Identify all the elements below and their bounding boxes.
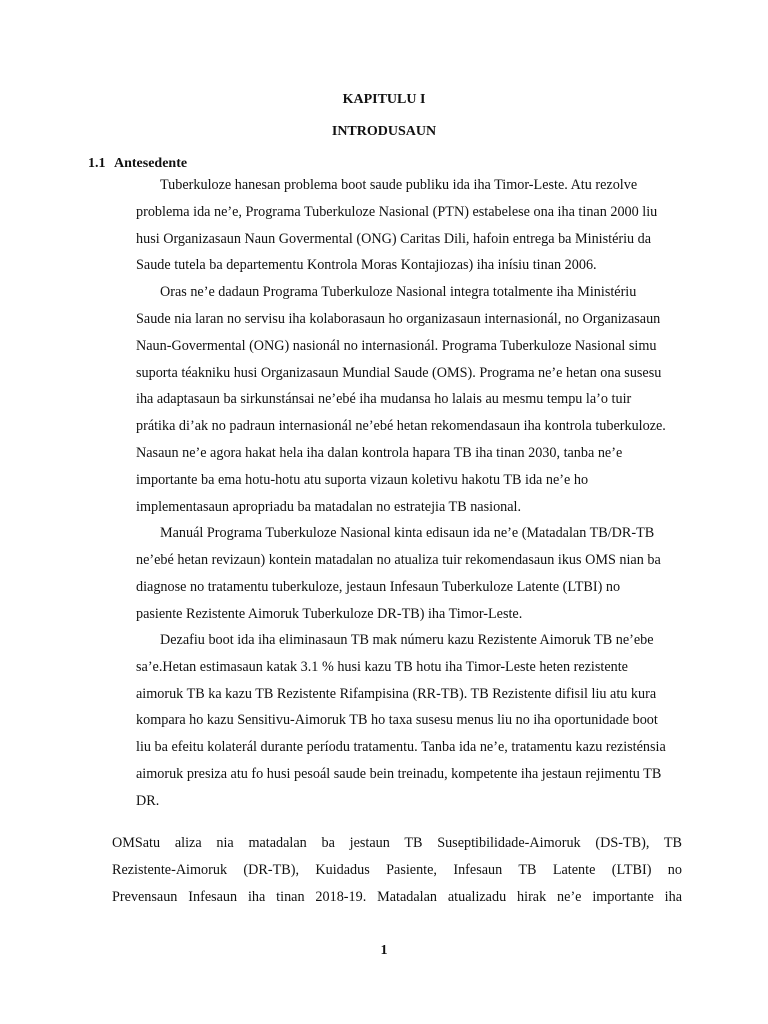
paragraph-3 — [112, 520, 682, 627]
page-number: 1 — [380, 943, 388, 958]
paragraph-5-line-2: Rezistente-Aimoruk (DR-TB), Kuidadus Pasiente, Infesaun TB Latente (LTBI) no — [112, 861, 682, 878]
paragraph-1-line-4: Saude tutela ba departementu Kontrola Moras Kontajiozas) iha inísiu tinan 2006. — [136, 257, 597, 274]
paragraph-2-line-1: Oras ne’e dadaun Programa Tuberkuloze Nasional integra totalmente iha Ministériu — [160, 284, 637, 301]
paragraph-4-block — [112, 627, 682, 815]
paragraph-5-line-1: OMSatu aliza nia matadalan ba jestaun TB Suseptibilidade-Aimoruk (DS-TB), TB — [112, 835, 682, 851]
paragraph-4-line-3: aimoruk TB ka kazu TB Rezistente Rifampisina (RR-TB). TB Rezistente difisil liu atu kura — [136, 685, 657, 702]
paragraph-2-line-9: implementasaun apropriadu ba matadalan no estratejia TB nasional. — [136, 498, 522, 515]
paragraph-3-line-4: pasiente Rezistente Aimoruk Tuberkuloze DR-TB) iha Timor-Leste. — [136, 605, 523, 622]
paragraph-2-line-8: importante ba ema hotu-hotu atu suporta vizaun koletivu hakotu TB ida ne’e ho — [136, 471, 589, 488]
paragraph-2-line-4: suporta téakniku husi Organizasaun Mundial Saude (OMS). Programa ne’e hetan ona susesu — [136, 364, 662, 381]
paragraph-3-line-3: diagnose no tratamentu tuberkuloze, jestaun Infesaun Tuberkuloze Latente (LTBI) no — [136, 578, 621, 595]
paragraph-2 — [112, 279, 682, 520]
paragraph-2-line-6: prátika di’ak no padraun internasionál ne’ebé hetan rekomendasaun iha kontrola tuberkuloze. — [136, 418, 666, 435]
paragraph-4 — [112, 627, 682, 815]
paragraph-5 — [112, 830, 682, 910]
paragraph-2-line-3: Naun-Govermental (ONG) nasionál no internasionál. Programa Tuberkuloze Nasional simu — [136, 337, 657, 354]
chapter-label: KAPITULU I — [342, 92, 426, 107]
paragraph-4-line-4: kompara ho kazu Sensitivu-Aimoruk TB ho taxa susesu menus liu no iha oportunidade boot — [136, 712, 658, 729]
paragraph-4-line-1: Dezafiu boot ida iha eliminasaun TB mak númeru kazu Rezistente Aimoruk TB ne’ebe — [160, 632, 654, 648]
paragraph-4-line-5: liu ba efeitu kolaterál durante períodu tratamentu. Tanba ida ne’e, tratamentu kazu rezisténsia — [136, 739, 666, 756]
paragraph-2-line-2: Saude nia laran no servisu iha kolaborasaun ho organizasaun internasionál, no Organizasaun — [136, 310, 661, 327]
paragraph-1 — [112, 172, 682, 279]
paragraphs-1-3 — [112, 172, 682, 628]
paragraph-4-line-6: aimoruk presiza atu fo husi pesoál saude bein treinadu, kompetente iha jestaun rejimentu TB — [136, 765, 662, 782]
chapter-title: INTRODUSAUN — [331, 124, 437, 139]
paragraph-1-line-2: problema ida ne’e, Programa Tuberkuloze Nasional (PTN) estabelese ona iha tinan 2000 liu — [136, 203, 658, 220]
paragraph-4-line-2: sa’e.Hetan estimasaun katak 3.1 % husi kazu TB hotu iha Timor-Leste heten rezistente — [136, 658, 628, 675]
paragraph-3-line-1: Manuál Programa Tuberkuloze Nasional kinta edisaun ida ne’e (Matadalan TB/DR-TB — [160, 525, 655, 542]
paragraph-1-line-1: Tuberkuloze hanesan problema boot saude publiku ida iha Timor-Leste. Atu rezolve — [160, 177, 638, 193]
section-title: Antesedente — [114, 156, 188, 171]
paragraph-5-block — [112, 830, 682, 910]
paragraph-3-line-2: ne’ebé hetan revizaun) kontein matadalan no atualiza tuir rekomendasaun ikus OMS nian ba — [136, 552, 661, 569]
paragraph-5-line-3: Prevensaun Infesaun iha tinan 2018-19. Matadalan atualizadu hirak ne’e importante iha — [112, 888, 682, 905]
section-heading — [88, 156, 187, 172]
paragraph-2-line-7: Nasaun ne’e agora hakat hela iha dalan kontrola hapara TB iha tinan 2030, tanba ne’e — [136, 444, 623, 461]
paragraph-1-line-3: husi Organizasaun Naun Govermental (ONG) Caritas Dili, hafoin entrega ba Ministériu da — [136, 230, 652, 247]
paragraph-4-line-7: DR. — [136, 792, 160, 809]
paragraph-2-line-5: iha adaptasaun ba sirkunstánsai ne’ebé iha mudansa ho lalais au mesmu tempu la’o tuir — [136, 391, 632, 408]
section-number: 1.1 — [88, 156, 106, 171]
